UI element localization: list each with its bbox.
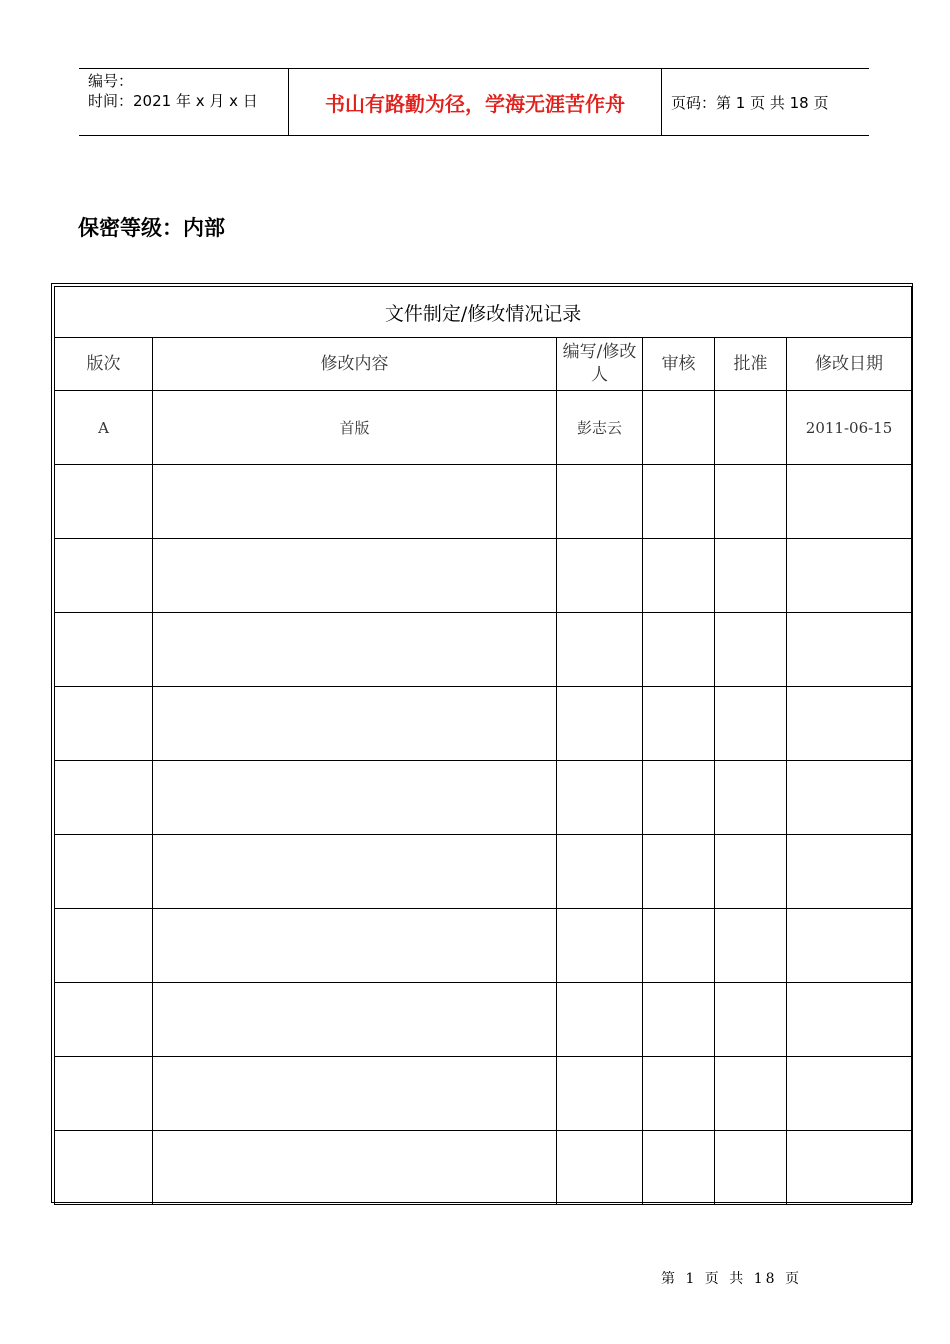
cell-editor — [557, 761, 643, 835]
table-row — [55, 761, 912, 835]
table-row — [55, 835, 912, 909]
table-row — [55, 1131, 912, 1205]
revision-log-table — [54, 286, 912, 1205]
cell-content — [153, 761, 557, 835]
header-motto: 书山有路勤为径，学海无涯苦作舟 — [289, 69, 662, 136]
cell-version — [55, 909, 153, 983]
table-row — [55, 465, 912, 539]
cell-date — [787, 1131, 912, 1205]
cell-editor — [557, 835, 643, 909]
table-row — [55, 983, 912, 1057]
cell-content — [153, 687, 557, 761]
table-row — [55, 613, 912, 687]
cell-reviewer — [643, 539, 715, 613]
table-row — [55, 687, 912, 761]
cell-reviewer — [643, 1131, 715, 1205]
revision-log-title: 文件制定/修改情况记录 — [55, 287, 912, 338]
cell-version — [55, 613, 153, 687]
cell-approver — [715, 687, 787, 761]
header-page-info: 页码：第 1 页 共 18 页 — [662, 69, 870, 136]
column-header-version: 版次 — [55, 338, 153, 391]
cell-approver — [715, 909, 787, 983]
cell-version — [55, 1057, 153, 1131]
table-row — [55, 391, 912, 465]
cell-approver — [715, 983, 787, 1057]
cell-content — [153, 909, 557, 983]
cell-content — [153, 1057, 557, 1131]
cell-content — [153, 539, 557, 613]
security-level: 保密等级：内部 — [78, 216, 225, 240]
cell-version — [55, 687, 153, 761]
cell-content — [153, 835, 557, 909]
column-header-editor: 编写/修改人 — [557, 338, 643, 391]
cell-approver — [715, 539, 787, 613]
page-footer: 第 1 页 共 18 页 — [661, 1271, 802, 1287]
cell-version — [55, 465, 153, 539]
cell-reviewer — [643, 909, 715, 983]
cell-approver — [715, 1131, 787, 1205]
cell-reviewer — [643, 1057, 715, 1131]
cell-reviewer — [643, 613, 715, 687]
cell-editor — [557, 465, 643, 539]
revision-log-frame — [51, 283, 913, 1203]
cell-date — [787, 1057, 912, 1131]
cell-date — [787, 835, 912, 909]
cell-date — [787, 687, 912, 761]
cell-editor — [557, 909, 643, 983]
column-header-date: 修改日期 — [787, 338, 912, 391]
cell-reviewer — [643, 465, 715, 539]
column-header-reviewer: 审核 — [643, 338, 715, 391]
cell-version — [55, 983, 153, 1057]
cell-editor — [557, 687, 643, 761]
header-meta — [79, 69, 289, 136]
cell-date — [787, 761, 912, 835]
column-header-approver: 批准 — [715, 338, 787, 391]
cell-version: A — [55, 391, 153, 465]
cell-reviewer — [643, 835, 715, 909]
document-header — [79, 68, 869, 136]
cell-date — [787, 613, 912, 687]
cell-editor — [557, 983, 643, 1057]
cell-version — [55, 539, 153, 613]
cell-approver — [715, 613, 787, 687]
cell-content — [153, 983, 557, 1057]
cell-reviewer — [643, 687, 715, 761]
table-row — [55, 909, 912, 983]
cell-content — [153, 1131, 557, 1205]
cell-reviewer — [643, 983, 715, 1057]
cell-approver — [715, 761, 787, 835]
cell-date — [787, 909, 912, 983]
cell-approver — [715, 835, 787, 909]
cell-date — [787, 539, 912, 613]
cell-approver — [715, 391, 787, 465]
cell-content — [153, 613, 557, 687]
cell-editor — [557, 613, 643, 687]
cell-editor: 彭志云 — [557, 391, 643, 465]
cell-version — [55, 1131, 153, 1205]
cell-approver — [715, 465, 787, 539]
time-label: 时间：2021 年 x 月 x 日 — [88, 92, 258, 110]
number-label: 编号： — [88, 72, 134, 90]
table-row — [55, 1057, 912, 1131]
cell-reviewer — [643, 761, 715, 835]
cell-date: 2011-06-15 — [787, 391, 912, 465]
cell-reviewer — [643, 391, 715, 465]
cell-version — [55, 835, 153, 909]
cell-editor — [557, 1131, 643, 1205]
cell-approver — [715, 1057, 787, 1131]
cell-date — [787, 465, 912, 539]
cell-content — [153, 465, 557, 539]
cell-editor — [557, 1057, 643, 1131]
column-header-content: 修改内容 — [153, 338, 557, 391]
cell-editor — [557, 539, 643, 613]
table-row — [55, 539, 912, 613]
cell-date — [787, 983, 912, 1057]
cell-content: 首版 — [153, 391, 557, 465]
cell-version — [55, 761, 153, 835]
